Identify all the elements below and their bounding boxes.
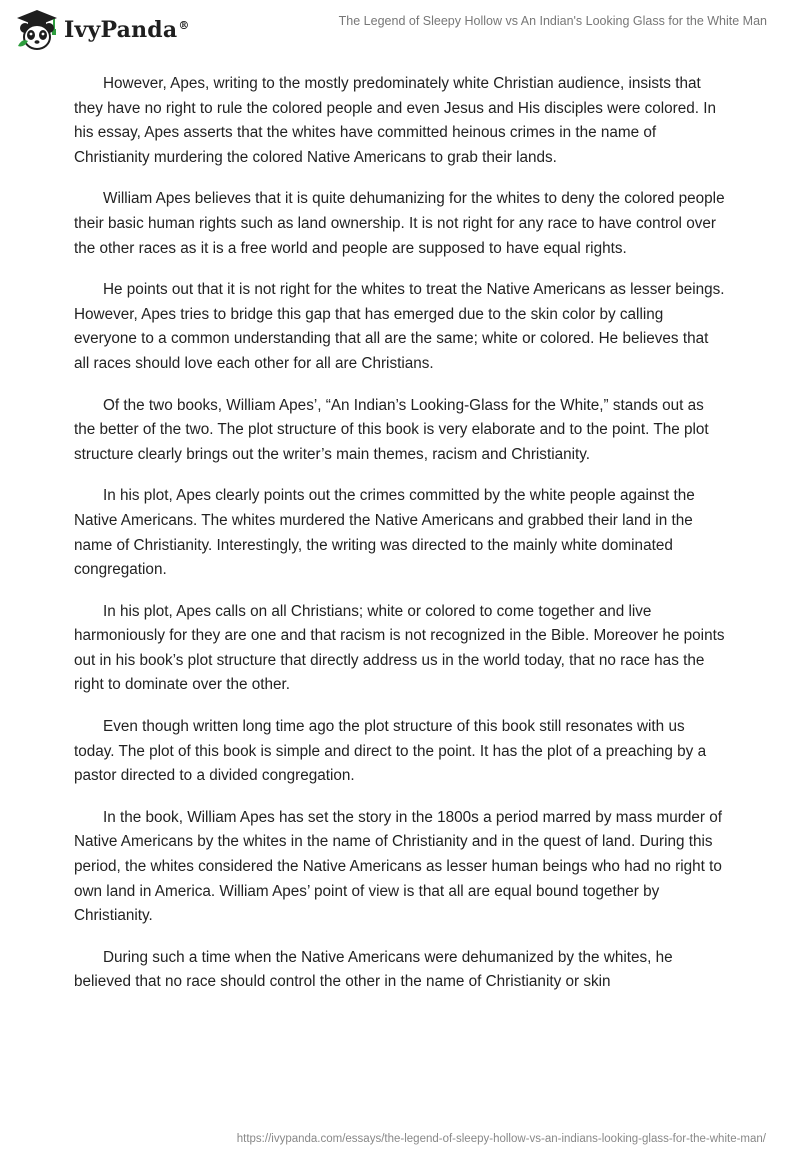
- brand-name: IvyPanda®: [64, 17, 190, 43]
- essay-body: [74, 72, 726, 1012]
- source-url-link[interactable]: https://ivypanda.com/essays/the-legend-of-sleepy-hollow-vs-an-indians-looking-glass-for-the-white-man/: [236, 1133, 766, 1145]
- paragraph: During such a time when the Native Americans were dehumanized by the whites, he believed that no race should control the other in the name of Christianity or skin: [74, 948, 673, 991]
- ivypanda-logo[interactable]: [14, 8, 190, 52]
- paragraph: In his plot, Apes calls on all Christians; white or colored to come together and live harmoniously for they are one and that racism is not recognized in the Bible. Moreover he points out in his book’s plot structure that directly address us in the world today, that no race has the right to dominate over the other.: [74, 602, 725, 694]
- paragraph: Even though written long time ago the plot structure of this book still resonates with us today. The plot of this book is simple and direct to the point. It has the plot of a preaching by a pastor directed to a divided congregation.: [74, 718, 707, 785]
- panda-graduate-icon: [14, 8, 60, 52]
- paragraph: Of the two books, William Apes’, “An Indian’s Looking-Glass for the White,” stands out as the better of the two. The plot structure of this book is very elaborate and to the point. The plot structure clearly brings out the writer’s main themes, racism and Christianity.: [74, 396, 709, 463]
- paragraph: He points out that it is not right for the whites to treat the Native Americans as lesser beings. However, Apes tries to bridge this gap that has emerged due to the skin color by calling everyone to a common understanding that all are the same; white or colored. He believes that all races should love each other for all are Christians.: [74, 281, 725, 372]
- paragraph: William Apes believes that it is quite dehumanizing for the whites to deny the colored people their basic human rights such as land ownership. It is not right for any race to have control over the other races as it is a free world and people are supposed to have equal rights.: [74, 190, 725, 257]
- paragraph: In the book, William Apes has set the story in the 1800s a period marred by mass murder of Native Americans by the whites in the name of Christianity and in the quest of land. During this period, the whites considered the Native Americans as lesser human beings who had no right to own land in America. William Apes’ point of view is that all are equal bound together by Christianity.: [74, 808, 722, 925]
- paragraph: In his plot, Apes clearly points out the crimes committed by the white people against the Native Americans. The whites murdered the Native Americans and grabbed their land in the name of Christianity. Interestingly, the writing was directed to the mainly white dominated congregation.: [74, 487, 695, 579]
- paragraph: However, Apes, writing to the mostly predominately white Christian audience, insists that they have no right to rule the colored people and even Jesus and His disciples were colored. In his essay, Apes asserts that the whites have committed heinous crimes in the name of Christianity murdering the colored Native Americans to grab their lands.: [74, 75, 717, 166]
- page-header: [0, 0, 800, 70]
- document-title: The Legend of Sleepy Hollow vs An Indian's Looking Glass for the White Man: [338, 14, 767, 28]
